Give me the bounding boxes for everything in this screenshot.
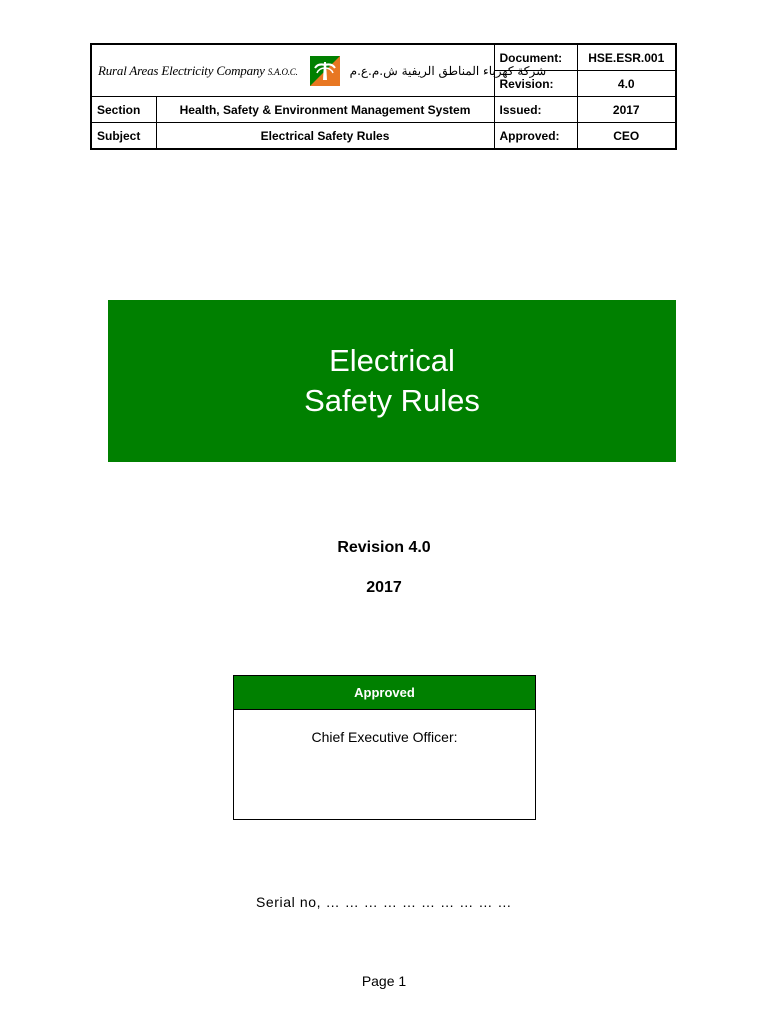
approved-label: Approved: [494, 123, 577, 150]
title-line-1: Electrical [329, 343, 455, 378]
approved-value: CEO [577, 123, 676, 150]
title-line-2: Safety Rules [304, 383, 480, 418]
revision-label: Revision: [494, 71, 577, 97]
approval-heading: Approved [234, 676, 535, 710]
title-banner [108, 300, 676, 462]
section-label: Section [91, 97, 156, 123]
revision-value: 4.0 [577, 71, 676, 97]
subject-value: Electrical Safety Rules [156, 123, 494, 150]
issued-value: 2017 [577, 97, 676, 123]
document-value: HSE.ESR.001 [577, 44, 676, 71]
company-logo-icon [310, 56, 340, 86]
company-name-english: Rural Areas Electricity Company S.A.O.C. [98, 62, 298, 78]
document-header-table [90, 43, 677, 150]
section-value: Health, Safety & Environment Management System [156, 97, 494, 123]
subject-label: Subject [91, 123, 156, 150]
company-name-arabic: شركة كهرباء المناطق الريفية ش.م.ع.م [349, 63, 547, 78]
approval-role: Chief Executive Officer: [311, 729, 458, 745]
document-label: Document: [494, 44, 577, 71]
serial-number-text: Serial no, … … … … … … … … … … [255, 894, 513, 910]
revision-text: Revision 4.0 [337, 539, 431, 556]
issued-label: Issued: [494, 97, 577, 123]
year-text: 2017 [366, 579, 402, 596]
page-number: Page 1 [361, 973, 407, 989]
approval-box [233, 675, 536, 820]
